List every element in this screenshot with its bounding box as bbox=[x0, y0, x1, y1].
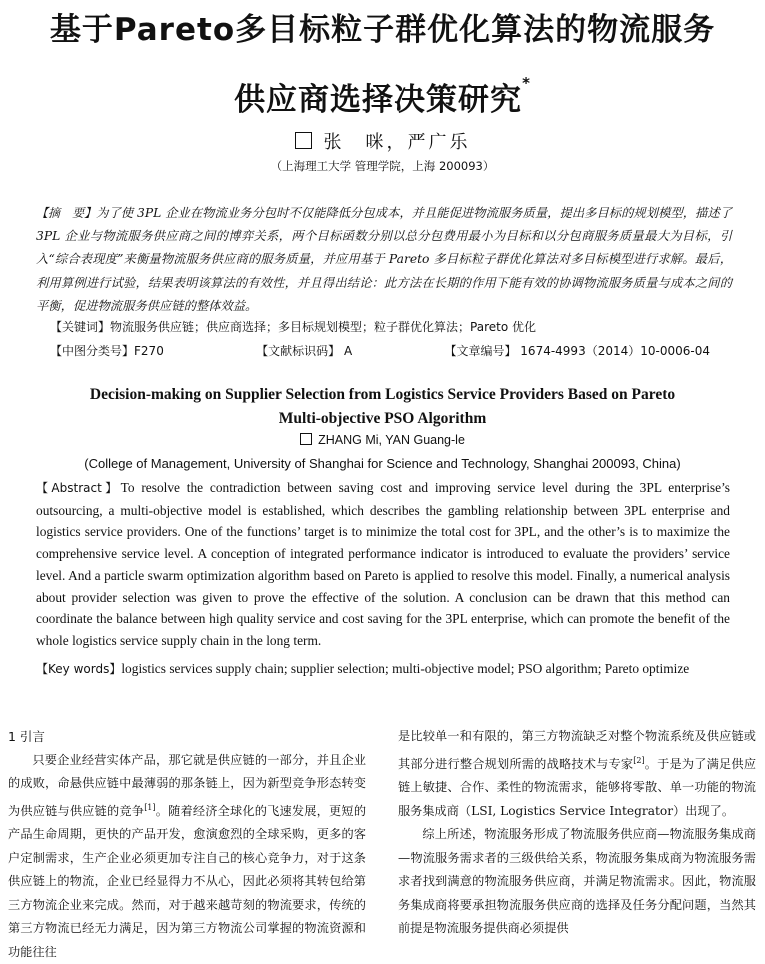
body-left-column bbox=[8, 725, 366, 964]
doc-code-item bbox=[256, 342, 352, 359]
clc-label: 【中图分类号】 bbox=[50, 344, 134, 358]
body-paragraph bbox=[8, 749, 366, 964]
english-affiliation: (College of Management, University of Shanghai for Science and Technology, Shanghai 200093, China) bbox=[0, 456, 765, 471]
body-paragraph: 综上所述，物流服务形成了物流服务供应商—物流服务集成商—物流服务需求者的三级供给关系，物流服务集成商为物流服务需求者找到满意的物流服务供应商，并满足物流需求。因此，物流服务集成商将要承担物流服务供应商的选择及任务分配问题，当然其前提是物流服务提供商必须提供 bbox=[398, 823, 756, 941]
english-authors bbox=[0, 433, 765, 447]
paper-title-line2 bbox=[0, 74, 765, 119]
doc-code-label: 【文献标识码】 bbox=[256, 344, 340, 358]
citation-ref: [1] bbox=[144, 803, 155, 812]
abstract-en-label: 【Abstract】 bbox=[36, 481, 121, 495]
paper-title-line1: 基于Pareto多目标粒子群优化算法的物流服务 bbox=[0, 4, 765, 49]
clc-value: F270 bbox=[134, 344, 164, 358]
keywords-en bbox=[36, 658, 730, 681]
author-box-icon bbox=[295, 132, 312, 149]
english-title bbox=[0, 383, 765, 431]
clc-item bbox=[50, 342, 164, 359]
section-heading: 1 引言 bbox=[8, 725, 366, 749]
body-text: 只要企业经营实体产品，那它就是供应链的一部分，并且企业的成败，命悬供应链中最薄弱的那条链上，因为新型竞争形态转变为供应链与供应链的竞争 bbox=[8, 753, 366, 818]
title-footnote-mark: * bbox=[522, 74, 531, 92]
keywords-cn bbox=[50, 318, 536, 335]
body-right-column bbox=[398, 725, 756, 941]
body-text: 是比较单一和有限的，第三方物流缺乏对整个物流系统及供应链或其部分进行整合规划所需的战略技术与专家 bbox=[398, 729, 756, 771]
body-paragraph bbox=[398, 725, 756, 823]
article-no-item bbox=[444, 342, 710, 359]
article-no-label: 【文章编号】 bbox=[444, 344, 516, 358]
abstract-en-text: To resolve the contradiction between saving cost and improving service level during the 3PL enterprise’s outsourcing, a multi-objective model is established, which describes the gambling relationship between 3PL enterprise and logistics service providers. One of the functions’ target is to minimize the total cost for 3PL, and the other’s is to maximize the comprehensive service level. A conception of integrated performance indicator is introduced to evaluate the providers’ service level. And a particle swarm optimization algorithm based on Pareto is applied to resolve this model. Finally, a numerical analysis about provider selection was given to prove the effective of the solution. A conclusion can be drawn that this method can coordinate the balance between high quality service and cost saving for the 3PL enterprise, which can promote the benefit of the whole logistics service supply chain in the long term. bbox=[36, 480, 730, 648]
abstract-cn-text: 为了使 3PL 企业在物流业务分包时不仅能降低分包成本，并且能促进物流服务质量，提出多目标的规划模型，描述了 3PL 企业与物流服务供应商之间的博弈关系，两个目标函数分别以总分包费用最小为目标和以分包商服务质量最大为目标，引入“综合表现度”来衡量物流服务供应商的服务质量，并应用基于 Pareto 多目标粒子群优化算法对多目标模型进行求解。最后，利用算例进行试验，结果表明该算法的有效性，并且得出结论：此方法在长期的作用下能有效的协调物流服务质量与成本之间的平衡，促进物流服务供应链的整体效益。 bbox=[36, 206, 732, 313]
abstract-en bbox=[36, 477, 730, 680]
classification-line bbox=[50, 342, 710, 359]
english-author-box-icon bbox=[300, 433, 312, 445]
english-title-line1: Decision-making on Supplier Selection from Logistics Service Providers Based on Pareto bbox=[0, 383, 765, 407]
citation-ref: [2] bbox=[633, 756, 644, 765]
authors-text: 张 咪，严广乐 bbox=[324, 132, 471, 153]
keywords-en-label: 【Key words】 bbox=[36, 662, 121, 676]
english-title-line2: Multi-objective PSO Algorithm bbox=[0, 407, 765, 431]
affiliation: （上海理工大学 管理学院，上海 200093） bbox=[0, 158, 765, 174]
abstract-cn-label: 【摘 要】 bbox=[36, 206, 96, 220]
authors bbox=[0, 128, 765, 154]
body-text: 。于是为了满足供应链上敏捷、合作、柔性的物流需求，能够将零散、单一功能的物流服务集成商（LSI, Logistics Service Integrator）出现了。 bbox=[398, 757, 756, 818]
keywords-en-text: logistics services supply chain; supplier selection; multi-objective model; PSO algorithm; Pareto optimize bbox=[121, 661, 689, 676]
keywords-cn-text: 物流服务供应链；供应商选择；多目标规划模型；粒子群优化算法；Pareto 优化 bbox=[110, 320, 536, 334]
doc-code-value: A bbox=[344, 344, 352, 358]
keywords-cn-label: 【关键词】 bbox=[50, 320, 110, 334]
article-no-value: 1674-4993（2014）10-0006-04 bbox=[520, 344, 710, 358]
body-text: 。随着经济全球化的飞速发展，更短的产品生命周期，更快的产品开发，愈演愈烈的全球采购，更多的客户定制需求，生产企业必须更加专注自己的核心竞争力，对于这条供应链上的物流，企业已经显得力不从心，因此必须将其转包给第三方物流企业来完成。然而，对于越来越苛刻的物流要求，传统的第三方物流已经无力满足，因为第三方物流公司掌握的物流资源和功能往往 bbox=[8, 804, 366, 959]
paper-title-line2-text: 供应商选择决策研究 bbox=[234, 82, 522, 118]
english-authors-text: ZHANG Mi, YAN Guang-le bbox=[318, 433, 465, 447]
abstract-cn bbox=[36, 202, 732, 318]
